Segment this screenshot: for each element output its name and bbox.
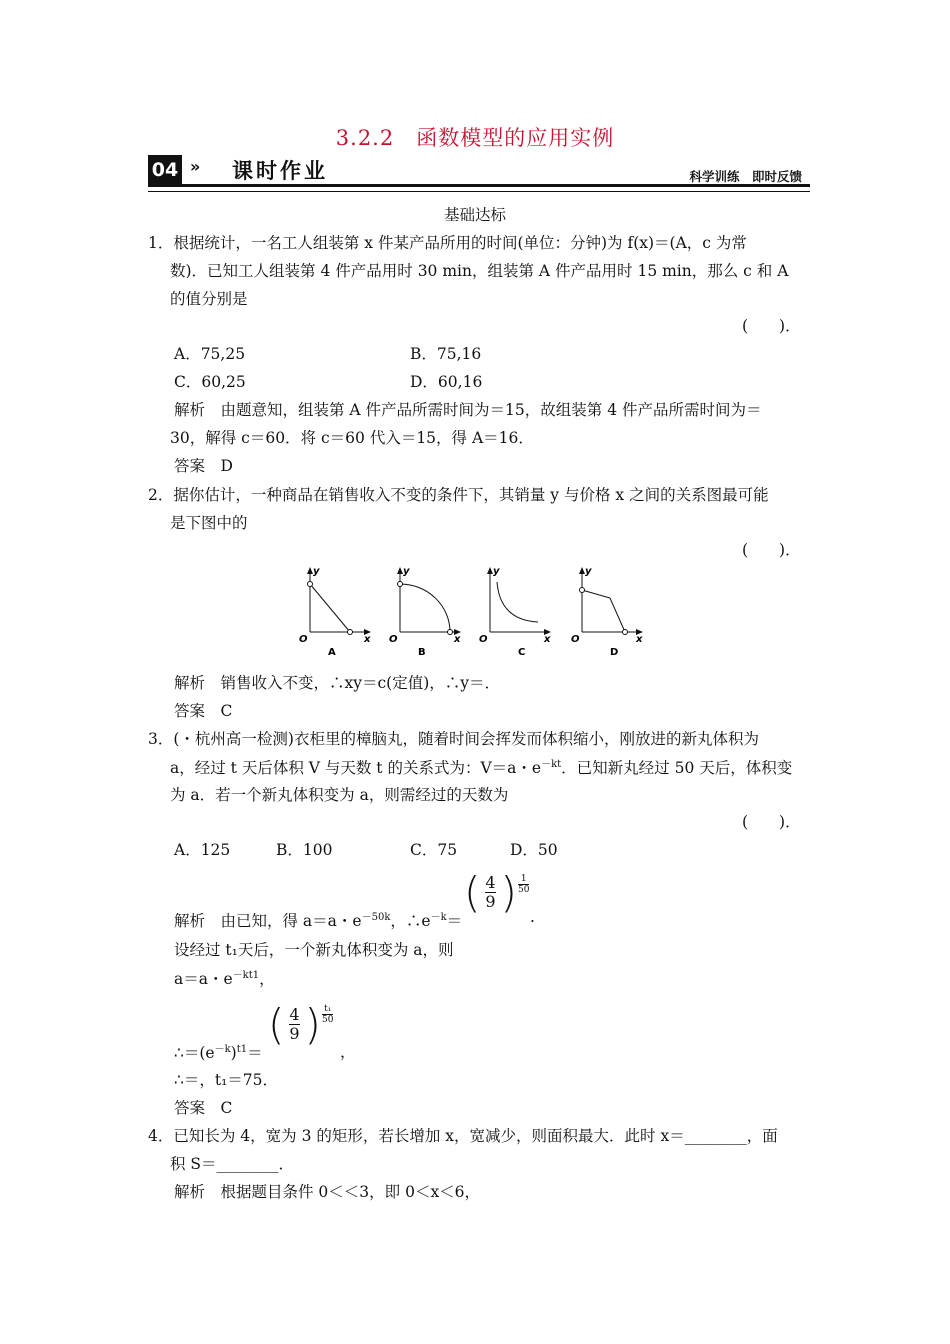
q3-option-b: B．100 [276, 841, 333, 859]
right-paren: ) [304, 1000, 321, 1049]
q3-line3-text: a＝a・e [174, 970, 233, 988]
q3-line3: 为 a．若一个新丸体积变为 a，则需经过的天数为 [170, 786, 509, 804]
graph-c-caption: C [518, 647, 526, 658]
q2-answer-paren: ( )． [742, 541, 801, 559]
graph-d-y-label: y [585, 566, 592, 577]
fraction-numerator: 4 [289, 1005, 300, 1024]
banner-rule [148, 184, 810, 187]
q3-line4-text3: ＝ [247, 1044, 263, 1062]
q3-analysis-exp1: －50k [361, 912, 391, 923]
exponent-numerator: 1 [520, 874, 527, 884]
q3-exponent-fraction-2 [322, 1004, 333, 1025]
graph-c-x-label: x [544, 634, 551, 645]
fraction-4-9 [289, 1006, 299, 1043]
graph-b-caption: B [418, 647, 426, 658]
q3-analysis-line5: ∴＝，t₁＝75． [174, 1071, 279, 1089]
left-paren: ( [464, 868, 481, 917]
q1-line2: 数)．已知工人组装第 4 件产品用时 30 min，组装第 A 件产品用时 15 min，那么 c 和 A [170, 262, 789, 280]
chevron-icon: » [190, 157, 201, 176]
graph-b-y-label: y [403, 566, 410, 577]
fraction-4-9 [485, 874, 495, 911]
graph-a-caption: A [328, 647, 336, 658]
q3-analysis-exp2: －k [430, 912, 447, 923]
q1-option-a: A．75,25 [174, 345, 246, 363]
exponent-denominator: 50 [322, 1015, 334, 1025]
q1-option-c: C．60,25 [174, 373, 246, 391]
q3-line2-part1: a，经过 t 天后体积 V 与天数 t 的关系式为：V＝a・e [170, 759, 542, 777]
q2-analysis: 解析 销售收入不变，∴xy＝c(定值)，∴y＝． [174, 674, 501, 692]
q3-option-a: A．125 [174, 841, 231, 859]
exponent-numerator: t₁ [324, 1004, 332, 1014]
q2-line2: 是下图中的 [170, 514, 248, 532]
q1-answer: 答案 D [174, 457, 233, 475]
graph-b-origin-label: O [389, 634, 398, 645]
q1-option-d: D．60,16 [410, 373, 483, 391]
q1-option-b: B．75,16 [410, 345, 482, 363]
banner-tagline: 科学训练 即时反馈 [689, 169, 802, 184]
q3-fraction-power-1 [464, 868, 517, 938]
graph-b-x-label: x [454, 634, 461, 645]
q3-answer: 答案 C [174, 1099, 233, 1117]
banner-title: 课时作业 [232, 159, 328, 183]
q2-answer: 答案 C [174, 702, 233, 720]
q3-line2-exponent: －kt [541, 759, 562, 770]
q2-line1: 2．据你估计，一种商品在销售收入不变的条件下，其销量 y 与价格 x 之间的关系图最可能 [148, 486, 769, 504]
graph-b [389, 566, 461, 658]
q3-analysis-text3: ＝ [446, 912, 463, 930]
banner-rule-thin [148, 191, 810, 192]
q3-fraction-power-2 [268, 1000, 321, 1070]
section-banner [148, 153, 810, 187]
fraction-denominator: 9 [289, 1024, 300, 1043]
page-title: 3.2.2 函数模型的应用实例 [335, 126, 615, 150]
q3-line4-exp1: －k [214, 1044, 231, 1055]
q3-period: . [530, 908, 535, 926]
right-paren: ) [500, 868, 517, 917]
fraction-denominator: 9 [485, 892, 496, 911]
q3-analysis-line4 [174, 1040, 263, 1063]
q1-analysis-line2: 30，解得 c＝60．将 c＝60 代入＝15，得 A＝16． [170, 429, 534, 447]
q1-line3: 的值分别是 [170, 290, 248, 308]
graph-d-caption: D [610, 647, 619, 658]
fraction-numerator: 4 [485, 873, 496, 892]
graph-d-origin-label: O [571, 634, 580, 645]
q1-analysis-line1: 解析 由题意知，组装第 A 件产品所需时间为＝15，故组装第 4 件产品所需时间为＝ [174, 401, 762, 419]
q3-comma: ， [340, 1043, 356, 1061]
graph-c-y-label: y [493, 566, 500, 577]
left-paren: ( [268, 1000, 285, 1049]
q3-line3-comma: ， [259, 970, 275, 988]
q3-analysis-line2: 设经过 t₁天后，一个新丸体积变为 a，则 [174, 941, 454, 959]
q4-line1: 4．已知长为 4，宽为 3 的矩形，若长增加 x，宽减少，则面积最大．此时 x＝________，面 [148, 1127, 778, 1145]
q3-line3-exponent: －kt1 [232, 970, 260, 981]
graph-a-x-label: x [364, 634, 371, 645]
q3-line4-exp2: t1 [236, 1044, 248, 1055]
graph-a-y-label: y [313, 566, 320, 577]
q3-line2 [170, 755, 792, 778]
graph-c [479, 566, 551, 658]
q4-line2: 积 S＝________． [170, 1155, 295, 1173]
q3-line1: 3．(・杭州高一检测)衣柜里的樟脑丸，随着时间会挥发而体积缩小，刚放进的新丸体积为 [148, 730, 759, 748]
graph-a [299, 566, 371, 658]
banner-number-badge: 04 [148, 155, 182, 185]
graph-c-origin-label: O [479, 634, 488, 645]
graph-d [571, 566, 643, 658]
q4-analysis: 解析 根据题目条件 0＜＜3，即 0＜x＜6， [174, 1183, 481, 1201]
q1-answer-paren: ( )． [742, 317, 801, 335]
q3-answer-paren: ( )． [742, 813, 801, 831]
q3-line2-part2: ．已知新丸经过 50 天后，体积变 [561, 759, 793, 777]
section-heading: 基础达标 [443, 206, 506, 224]
q3-analysis-text2: ，∴e [390, 912, 431, 930]
q3-option-c: C．75 [410, 841, 458, 859]
q2-graphs-figure [290, 562, 660, 662]
q3-exponent-fraction-1 [518, 874, 529, 895]
q1-line1: 1．根据统计，一名工人组装第 x 件某产品所用的时间(单位：分钟)为 f(x)＝(A，c 为常 [148, 234, 747, 252]
q3-analysis-line1 [174, 908, 462, 931]
q3-analysis-text1: 解析 由已知，得 a＝a・e [174, 912, 362, 930]
graph-d-x-label: x [636, 634, 643, 645]
graph-a-origin-label: O [299, 634, 308, 645]
q3-line4-text2: ) [230, 1044, 237, 1062]
exponent-denominator: 50 [518, 885, 530, 895]
q3-option-d: D．50 [510, 841, 558, 859]
q3-line4-text1: ∴＝(e [174, 1044, 215, 1062]
q3-analysis-line3 [174, 966, 275, 989]
